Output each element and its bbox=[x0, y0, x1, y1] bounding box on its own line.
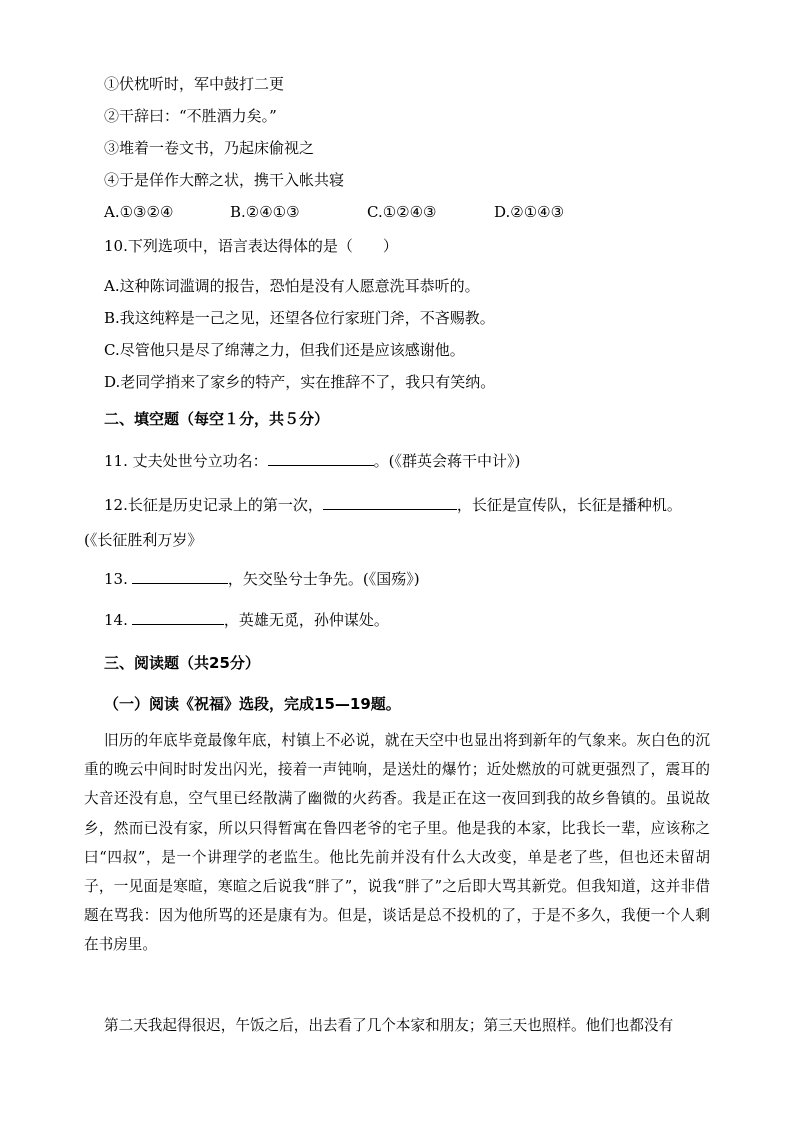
q14 bbox=[104, 610, 389, 630]
q14-text-before: 14. bbox=[104, 611, 128, 629]
q10-stem: 10.下列选项中，语言表达得体的是（ ） bbox=[104, 237, 398, 255]
q14-answer-blank[interactable] bbox=[132, 610, 224, 625]
q10-option-d[interactable]: D.老同学捎来了家乡的特产，实在推辞不了，我只有笑纳。 bbox=[104, 373, 496, 391]
q12-text-after: ，长征是宣传队，长征是播种机。 bbox=[456, 496, 682, 514]
q10-option-b[interactable]: B.我这纯粹是一己之见，还望各位行家班门斧，不吝赐教。 bbox=[104, 309, 495, 327]
q12 bbox=[104, 495, 682, 515]
q12-answer-blank[interactable] bbox=[323, 495, 457, 510]
q13-text-after: ，矢交坠兮士争先。(《国殇》) bbox=[227, 570, 420, 588]
q9-item-1: ①伏枕听时，军中鼓打二更 bbox=[104, 75, 285, 93]
q11-text-after: 。(《群英会蒋干中计》) bbox=[373, 452, 521, 470]
q9-option-a[interactable]: A.①③②④ bbox=[104, 203, 174, 221]
q14-text-after: ，英雄无觅，孙仲谋处。 bbox=[223, 611, 389, 629]
q9-option-d[interactable]: D.②①④③ bbox=[494, 203, 565, 221]
section3-title: 三、阅读题（共25分） bbox=[104, 654, 260, 672]
q11-answer-blank[interactable] bbox=[268, 451, 374, 466]
q10-option-c[interactable]: C.尽管他只是尽了绵薄之力，但我们还是应该感谢他。 bbox=[104, 341, 465, 359]
q9-item-3: ③堆着一卷文书，乃起床偷视之 bbox=[104, 139, 315, 157]
q9-item-4: ④于是佯作大醉之状，携干入帐共寝 bbox=[104, 171, 345, 189]
q10-option-a[interactable]: A.这种陈词滥调的报告，恐怕是没有人愿意洗耳恭听的。 bbox=[104, 277, 480, 295]
q13-text-before: 13. bbox=[104, 570, 128, 588]
q13-answer-blank[interactable] bbox=[132, 569, 228, 584]
q11 bbox=[104, 451, 520, 471]
section2-title: 二、填空题（每空１分，共５分） bbox=[104, 410, 330, 428]
q9-option-b[interactable]: B.②④①③ bbox=[230, 203, 300, 221]
reading-paragraph-2: 第二天我起得很迟，午饭之后，出去看了几个本家和朋友；第三天也照样。他们也都没有 bbox=[104, 1017, 674, 1034]
q9-option-c[interactable]: C.①②④③ bbox=[367, 203, 437, 221]
section3-subtitle: （一）阅读《祝福》选段，完成15—19题。 bbox=[104, 695, 401, 713]
q12-text-before: 12.长征是历史记录上的第一次， bbox=[104, 496, 323, 514]
q9-item-2: ②干辞曰：“不胜酒力矣。” bbox=[104, 107, 277, 125]
reading-paragraph-1: 旧历的年底毕竟最像年底，村镇上不必说，就在天空中也显出将到新年的气象来。灰白色的沉重的晚云中间时时发出闪光，接着一声钝响，是送灶的爆竹；近处燃放的可就更强烈了，震耳的大音还没有息，空气里已经散满了幽微的火药香。我是正在这一夜回到我的故乡鲁镇的。虽说故乡，然而已没有家，所以只得暂寓在鲁四老爷的宅子里。他是我的本家，比我长一辈，应该称之曰“四叔”，是一个讲理学的老监生。他比先前并没有什么大改变，单是老了些，但也还未留胡子，一见面是寒暄，寒暄之后说我“胖了”，说我“胖了”之后即大骂其新党。但我知道，这并非借题在骂我：因为他所骂的还是康有为。但是，谈话是总不投机的了，于是不多久，我便一个人剩在书房里。 bbox=[84, 732, 710, 954]
q12-source: (《长征胜利万岁》 bbox=[84, 531, 203, 549]
q13 bbox=[104, 569, 420, 589]
q11-text-before: 11. 丈夫处世兮立功名： bbox=[104, 452, 268, 470]
q9-options bbox=[104, 202, 564, 222]
